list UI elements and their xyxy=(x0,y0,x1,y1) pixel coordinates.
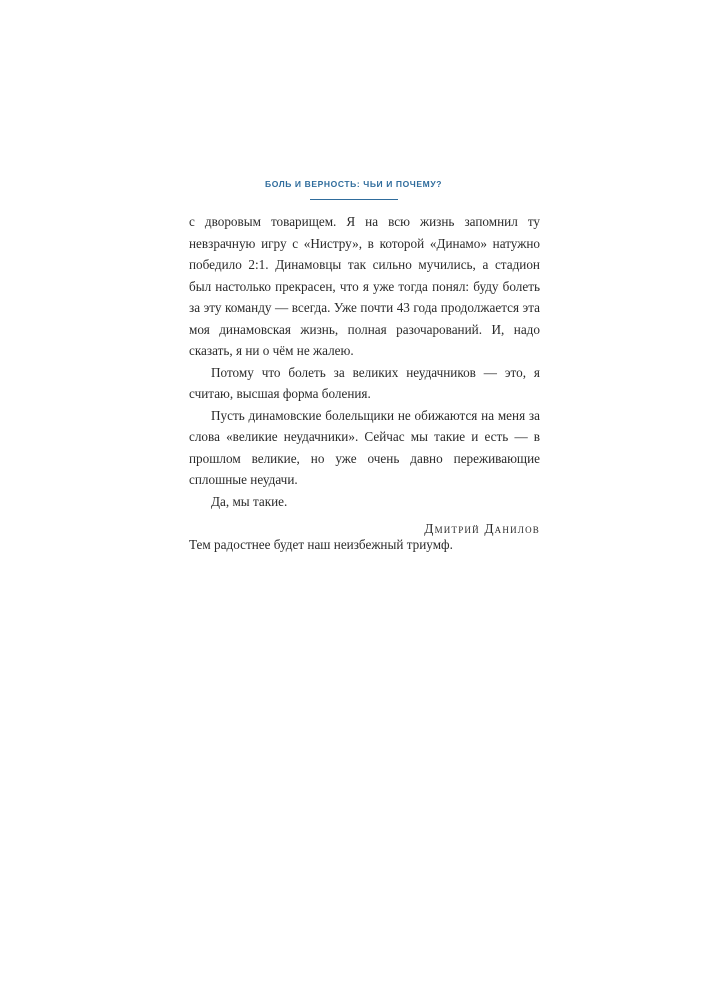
running-head-title: БОЛЬ И ВЕРНОСТЬ: ЧЬИ И ПОЧЕМУ? xyxy=(264,179,442,189)
paragraph: Да, мы такие. xyxy=(211,493,288,509)
author-signature: Дмитрий Данилов xyxy=(424,521,540,536)
paragraph: Потому что болеть за великих неудачников — это, я считаю, высшая форма боления. xyxy=(189,364,540,401)
paragraph: с дворовым товарищем. Я на всю жизнь запомнил ту невзрачную игру с «Нистру», в которой «Динамо» натужно победило 2:1. Динамовцы так сильно мучились, а стадион был настолько прекрасен, что я уже тогда понял: буду болеть за эту команду — всегда. Уже почти 43 года продолжается эта моя динамовская жизнь, полная разочарований. И, надо сказать, я ни о чём не жалею. xyxy=(189,214,540,358)
running-head xyxy=(0,174,707,200)
paragraph: Пусть динамовские болельщики не обижаются на меня за слова «великие неудачники». Сейчас мы такие и есть — в прошлом великие, но уже очень давно переживающие сплошные неудачи. xyxy=(189,407,540,487)
running-head-rule xyxy=(310,199,398,200)
closing-line: Тем радостнее будет наш неизбежный триумф. xyxy=(189,536,453,552)
body-text xyxy=(189,211,540,555)
